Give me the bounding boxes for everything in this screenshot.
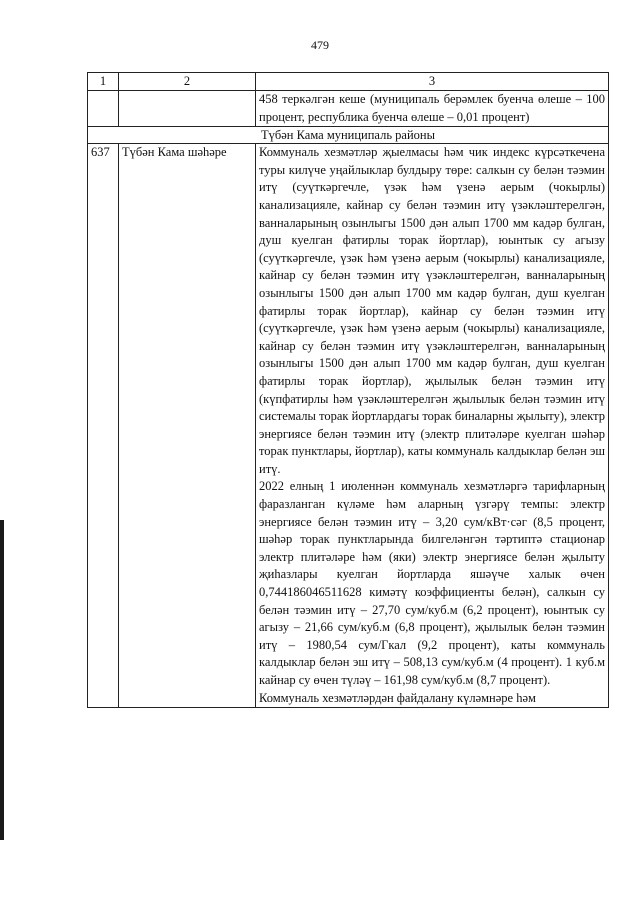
row-name: Түбән Кама шәһәре bbox=[119, 144, 256, 708]
column-header-2: 2 bbox=[119, 73, 256, 91]
row-description bbox=[256, 144, 609, 708]
continuation-text: 458 теркәлгән кеше (муниципаль берәмлек буенча өлеше – 100 процент, республика буенча өлеше – 0,01 процент) bbox=[256, 91, 609, 127]
document-table bbox=[87, 72, 609, 708]
continuation-name-cell bbox=[119, 91, 256, 127]
continuation-number-cell bbox=[88, 91, 119, 127]
description-paragraph-2: 2022 елның 1 июленнән коммуналь хезмәтләргә тарифларның фаразланган күләме һәм аларның үзгәрү темпы: электр энергиясе белән тәэмин итү – 3,20 сум/кВт·сәг (8,5 процент, шәһәр торак пунктларында билгеләнгән тәртиптә стационар электр плитәләре һәм (яки) электр энергиясе белән җылыту җиһазлары куелган йортларда яшәүче халык өчен 0,744186046511628 кимәтү коэффициенты белән), салкын су белән тәэмин итү – 27,70 сум/куб.м (6,2 процент), юынтык су агызу – 21,66 сум/куб.м (6,8 процент), җылылык белән тәэмин итү – 1980,54 сум/Гкал (9,2 процент), каты коммуналь калдыклар белән эш итү – 508,13 сум/куб.м (4 процент). 1 куб.м кайнар су өчен түләү – 161,98 сум/куб.м (8,7 процент). bbox=[259, 479, 605, 687]
table-header-row bbox=[88, 73, 609, 91]
row-number: 637 bbox=[88, 144, 119, 708]
column-header-3: 3 bbox=[256, 73, 609, 91]
scan-margin-bar bbox=[0, 520, 4, 840]
description-paragraph-1: Коммуналь хезмәтләр җыелмасы һәм чик индекс күрсәткечена туры килүче уңайлыклар булдыру төре: салкын су белән тәэмин итү (суүткәргечле, үзәк һәм үзенә аерым (чокырлы) канализацияле, кайнар су белән тәэмин итү үзәкләштерелгән, ванналарының озынлыгы 1500 дән алып 1700 мм кадәр булган, душ куелган фатирлы торак йортлар), юынтык су агызу (суүткәргечле, үзәк һәм үзенә аерым (чокырлы) канализацияле, кайнар су белән тәэмин итү үзәкләштерелгән, ванналарының озынлыгы 1500 дән алып 1700 мм кадәр булган, душ куелган фатирлы торак йортлар), кайнар су белән тәэмин итү (суүткәргечле, үзәк һәм үзенә аерым (чокырлы) канализацияле, кайнар су белән тәэмин итү үзәкләштерелгән, ванналарының озынлыгы 1500 дән алып 1700 мм кадәр булган, душ куелган фатирлы торак йортлар), җылылык белән тәэмин итү (күпфатирлы һәм үзәкләштерелгән җылылык белән тәэмин итү системалы торак йортлардагы торак биналарны җылыту), электр энергиясе белән тәэмин итү (электр плитәләре куелган шәһәр торак пунктлары, йортлар), каты коммуналь калдыклар белән эш итү. bbox=[259, 145, 605, 476]
table-row-continuation bbox=[88, 91, 609, 127]
region-title: Түбән Кама муниципаль районы bbox=[88, 127, 609, 144]
page-number: 479 bbox=[311, 38, 329, 52]
table-row bbox=[88, 144, 609, 708]
description-paragraph-3: Коммуналь хезмәтләрдән файдалану күләмнәре һәм bbox=[259, 690, 536, 705]
region-title-row bbox=[88, 127, 609, 144]
column-header-1: 1 bbox=[88, 73, 119, 91]
